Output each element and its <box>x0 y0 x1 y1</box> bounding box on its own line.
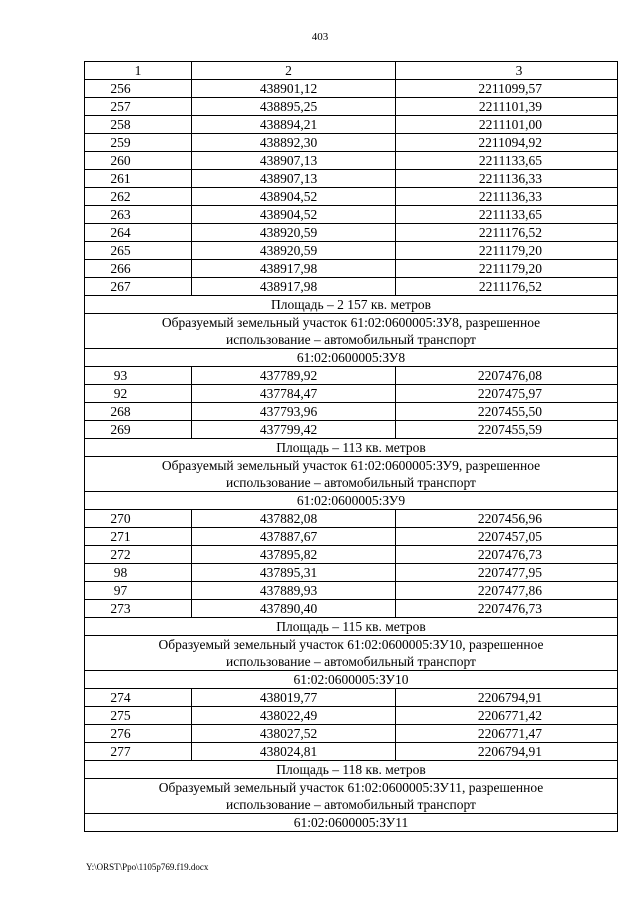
parcel-description-line-1-text: Образуемый земельный участок 61:02:0600005:ЗУ9, разрешенное <box>85 457 618 475</box>
y-coordinate-cell: 2211094,92 <box>396 134 618 152</box>
x-coordinate-cell: 437895,31 <box>192 564 396 582</box>
point-number-cell: 261 <box>85 170 192 188</box>
y-coordinate-cell: 2207476,08 <box>396 367 618 385</box>
table-row <box>85 385 618 403</box>
y-coordinate-cell: 2207476,73 <box>396 546 618 564</box>
parcel-description-line-2 <box>85 331 618 349</box>
parcel-code-row-text: 61:02:0600005:ЗУ9 <box>85 492 618 510</box>
x-coordinate-cell: 438904,52 <box>192 206 396 224</box>
point-number-cell: 98 <box>85 564 192 582</box>
x-coordinate-cell: 438895,25 <box>192 98 396 116</box>
table-row <box>85 206 618 224</box>
table-row <box>85 689 618 707</box>
x-coordinate-cell: 437887,67 <box>192 528 396 546</box>
x-coordinate-cell: 438917,98 <box>192 260 396 278</box>
point-number-cell: 272 <box>85 546 192 564</box>
table-row <box>85 98 618 116</box>
point-number-cell: 265 <box>85 242 192 260</box>
table-row <box>85 403 618 421</box>
point-number-cell: 275 <box>85 707 192 725</box>
point-number-cell: 277 <box>85 743 192 761</box>
point-number-cell: 276 <box>85 725 192 743</box>
point-number-cell: 260 <box>85 152 192 170</box>
table-row <box>85 725 618 743</box>
y-coordinate-cell: 2211176,52 <box>396 224 618 242</box>
point-number-cell: 267 <box>85 278 192 296</box>
parcel-description-line-1-text: Образуемый земельный участок 61:02:0600005:ЗУ11, разрешенное <box>85 779 618 797</box>
area-row-text: Площадь – 115 кв. метров <box>85 618 618 636</box>
parcel-description-line-2-text: использование – автомобильный транспорт <box>85 331 618 349</box>
parcel-code-row <box>85 671 618 689</box>
parcel-description-line-2 <box>85 796 618 814</box>
parcel-description-line-1 <box>85 779 618 797</box>
x-coordinate-cell: 437895,82 <box>192 546 396 564</box>
x-coordinate-cell: 437882,08 <box>192 510 396 528</box>
point-number-cell: 269 <box>85 421 192 439</box>
x-coordinate-cell: 438892,30 <box>192 134 396 152</box>
point-number-cell: 262 <box>85 188 192 206</box>
point-number-cell: 274 <box>85 689 192 707</box>
table-row <box>85 510 618 528</box>
parcel-description-line-2-text: использование – автомобильный транспорт <box>85 796 618 814</box>
point-number-cell: 97 <box>85 582 192 600</box>
table-row <box>85 188 618 206</box>
y-coordinate-cell: 2207477,95 <box>396 564 618 582</box>
parcel-description-line-2 <box>85 653 618 671</box>
x-coordinate-cell: 438920,59 <box>192 242 396 260</box>
x-coordinate-cell: 437890,40 <box>192 600 396 618</box>
parcel-description-line-1 <box>85 314 618 332</box>
coordinates-table <box>84 61 618 832</box>
y-coordinate-cell: 2211176,52 <box>396 278 618 296</box>
y-coordinate-cell: 2207455,50 <box>396 403 618 421</box>
y-coordinate-cell: 2211179,20 <box>396 260 618 278</box>
table-row <box>85 564 618 582</box>
table-row <box>85 260 618 278</box>
y-coordinate-cell: 2207476,73 <box>396 600 618 618</box>
parcel-code-row <box>85 349 618 367</box>
point-number-cell: 257 <box>85 98 192 116</box>
area-row-text: Площадь – 2 157 кв. метров <box>85 296 618 314</box>
y-coordinate-cell: 2206794,91 <box>396 743 618 761</box>
table-row <box>85 546 618 564</box>
point-number-cell: 92 <box>85 385 192 403</box>
column-header-3: 3 <box>396 62 618 80</box>
x-coordinate-cell: 438022,49 <box>192 707 396 725</box>
y-coordinate-cell: 2207456,96 <box>396 510 618 528</box>
area-row <box>85 296 618 314</box>
x-coordinate-cell: 437784,47 <box>192 385 396 403</box>
x-coordinate-cell: 437789,92 <box>192 367 396 385</box>
x-coordinate-cell: 438901,12 <box>192 80 396 98</box>
table-row <box>85 367 618 385</box>
parcel-description-line-2 <box>85 474 618 492</box>
coordinates-table-body <box>85 62 618 832</box>
point-number-cell: 264 <box>85 224 192 242</box>
y-coordinate-cell: 2206771,47 <box>396 725 618 743</box>
parcel-description-line-1 <box>85 636 618 654</box>
y-coordinate-cell: 2211099,57 <box>396 80 618 98</box>
point-number-cell: 256 <box>85 80 192 98</box>
x-coordinate-cell: 438024,81 <box>192 743 396 761</box>
y-coordinate-cell: 2207475,97 <box>396 385 618 403</box>
point-number-cell: 270 <box>85 510 192 528</box>
table-row <box>85 170 618 188</box>
y-coordinate-cell: 2207457,05 <box>396 528 618 546</box>
y-coordinate-cell: 2211179,20 <box>396 242 618 260</box>
x-coordinate-cell: 438907,13 <box>192 152 396 170</box>
x-coordinate-cell: 438019,77 <box>192 689 396 707</box>
y-coordinate-cell: 2211136,33 <box>396 188 618 206</box>
table-row <box>85 743 618 761</box>
y-coordinate-cell: 2207477,86 <box>396 582 618 600</box>
table-row <box>85 528 618 546</box>
parcel-code-row <box>85 492 618 510</box>
parcel-code-row-text: 61:02:0600005:ЗУ10 <box>85 671 618 689</box>
x-coordinate-cell: 438027,52 <box>192 725 396 743</box>
page-number: 403 <box>311 31 329 43</box>
area-row <box>85 618 618 636</box>
y-coordinate-cell: 2206771,42 <box>396 707 618 725</box>
y-coordinate-cell: 2206794,91 <box>396 689 618 707</box>
table-row <box>85 134 618 152</box>
table-row <box>85 116 618 134</box>
point-number-cell: 93 <box>85 367 192 385</box>
area-row <box>85 761 618 779</box>
point-number-cell: 258 <box>85 116 192 134</box>
parcel-code-row-text: 61:02:0600005:ЗУ11 <box>85 814 618 832</box>
table-row <box>85 224 618 242</box>
y-coordinate-cell: 2211101,00 <box>396 116 618 134</box>
table-row <box>85 707 618 725</box>
point-number-cell: 268 <box>85 403 192 421</box>
parcel-description-line-1-text: Образуемый земельный участок 61:02:0600005:ЗУ8, разрешенное <box>85 314 618 332</box>
point-number-cell: 263 <box>85 206 192 224</box>
table-row <box>85 242 618 260</box>
area-row <box>85 439 618 457</box>
table-row <box>85 582 618 600</box>
parcel-code-row-text: 61:02:0600005:ЗУ8 <box>85 349 618 367</box>
table-row <box>85 152 618 170</box>
table-row <box>85 278 618 296</box>
x-coordinate-cell: 437799,42 <box>192 421 396 439</box>
point-number-cell: 271 <box>85 528 192 546</box>
x-coordinate-cell: 438904,52 <box>192 188 396 206</box>
x-coordinate-cell: 438907,13 <box>192 170 396 188</box>
y-coordinate-cell: 2211101,39 <box>396 98 618 116</box>
table-row <box>85 80 618 98</box>
table-row <box>85 600 618 618</box>
parcel-description-line-1 <box>85 457 618 475</box>
y-coordinate-cell: 2211136,33 <box>396 170 618 188</box>
point-number-cell: 273 <box>85 600 192 618</box>
x-coordinate-cell: 437793,96 <box>192 403 396 421</box>
area-row-text: Площадь – 113 кв. метров <box>85 439 618 457</box>
y-coordinate-cell: 2211133,65 <box>396 152 618 170</box>
parcel-code-row <box>85 814 618 832</box>
column-header-2: 2 <box>192 62 396 80</box>
column-header-1: 1 <box>85 62 192 80</box>
table-row <box>85 421 618 439</box>
y-coordinate-cell: 2211133,65 <box>396 206 618 224</box>
x-coordinate-cell: 437889,93 <box>192 582 396 600</box>
document-path-footer: Y:\ORST\Ppo\1105p769.f19.docx <box>86 862 209 872</box>
table-header-row <box>85 62 618 80</box>
x-coordinate-cell: 438894,21 <box>192 116 396 134</box>
point-number-cell: 266 <box>85 260 192 278</box>
parcel-description-line-2-text: использование – автомобильный транспорт <box>85 474 618 492</box>
y-coordinate-cell: 2207455,59 <box>396 421 618 439</box>
parcel-description-line-1-text: Образуемый земельный участок 61:02:0600005:ЗУ10, разрешенное <box>85 636 618 654</box>
x-coordinate-cell: 438917,98 <box>192 278 396 296</box>
parcel-description-line-2-text: использование – автомобильный транспорт <box>85 653 618 671</box>
point-number-cell: 259 <box>85 134 192 152</box>
x-coordinate-cell: 438920,59 <box>192 224 396 242</box>
area-row-text: Площадь – 118 кв. метров <box>85 761 618 779</box>
